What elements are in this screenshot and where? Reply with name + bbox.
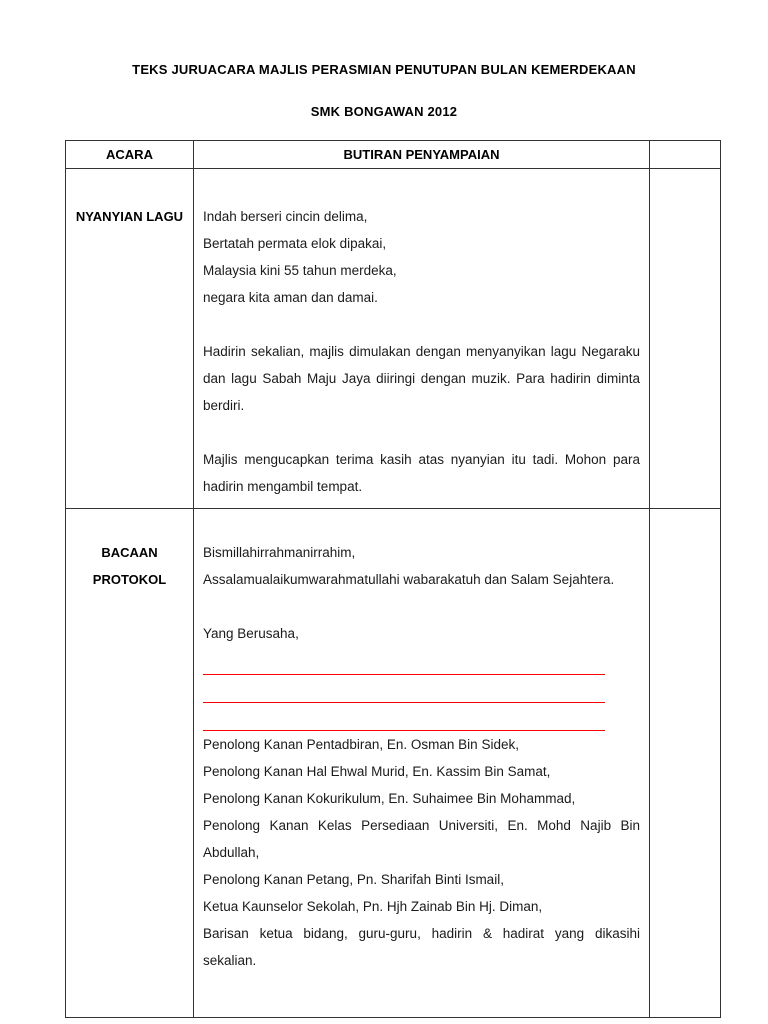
butiran-content-nyanyian-lagu (194, 169, 650, 508)
column-header-butiran: BUTIRAN PENYAMPAIAN (194, 141, 650, 168)
acara-label-line: PROTOKOL (92, 572, 167, 587)
table-row-nyanyian-lagu (66, 168, 720, 508)
blank-line (203, 311, 640, 338)
poem-line: negara kita aman dan damai. (203, 290, 378, 305)
programme-table (65, 140, 721, 1018)
salutation-line: Yang Berusaha, (203, 626, 299, 641)
official-line: Barisan ketua bidang, guru-guru, hadirin & hadirat yang dikasihi sekalian. (203, 926, 640, 968)
column-header-blank (650, 141, 720, 168)
official-line: Penolong Kanan Petang, Pn. Sharifah Binti Ismail, (203, 872, 504, 887)
official-line: Penolong Kanan Kelas Persediaan Universiti, En. Mohd Najib Bin Abdullah, (203, 818, 640, 860)
page-subtitle: SMK BONGAWAN 2012 (310, 104, 458, 119)
blank-fill-line (203, 703, 605, 731)
opening-line: Assalamualaikumwarahmatullahi wabarakatuh dan Salam Sejahtera. (203, 572, 615, 587)
poem-line: Indah berseri cincin delima, (203, 209, 368, 224)
blank-fill-line (203, 647, 605, 675)
butiran-content-bacaan-protokol (194, 509, 650, 1017)
table-header-row (66, 141, 720, 168)
page-title: TEKS JURUACARA MAJLIS PERASMIAN PENUTUPAN BULAN KEMERDEKAAN (132, 62, 636, 77)
column-header-acara: ACARA (66, 141, 194, 168)
acara-label-nyanyian-lagu: NYANYIAN LAGU (66, 169, 194, 508)
blank-line (203, 593, 640, 620)
official-line: Penolong Kanan Kokurikulum, En. Suhaimee Bin Mohammad, (203, 791, 576, 806)
notes-cell-empty (650, 169, 720, 508)
opening-line: Bismillahirrahmanirrahim, (203, 545, 356, 560)
official-line: Penolong Kanan Hal Ehwal Murid, En. Kassim Bin Samat, (203, 764, 551, 779)
blank-fill-line (203, 675, 605, 703)
official-line: Penolong Kanan Pentadbiran, En. Osman Bin Sidek, (203, 737, 519, 752)
script-paragraph: Majlis mengucapkan terima kasih atas nyanyian itu tadi. Mohon para hadirin mengambil tempat. (203, 452, 640, 494)
acara-label-bacaan-protokol (66, 509, 194, 1017)
official-line: Ketua Kaunselor Sekolah, Pn. Hjh Zainab Bin Hj. Diman, (203, 899, 543, 914)
script-paragraph: Hadirin sekalian, majlis dimulakan dengan menyanyikan lagu Negaraku dan lagu Sabah Maju Jaya diiringi dengan muzik. Para hadirin diminta berdiri. (203, 344, 640, 413)
poem-line: Malaysia kini 55 tahun merdeka, (203, 263, 397, 278)
table-row-bacaan-protokol (66, 508, 720, 1017)
poem-line: Bertatah permata elok dipakai, (203, 236, 387, 251)
notes-cell-empty (650, 509, 720, 1017)
acara-label-line: BACAAN (101, 545, 158, 560)
blank-line (203, 419, 640, 446)
